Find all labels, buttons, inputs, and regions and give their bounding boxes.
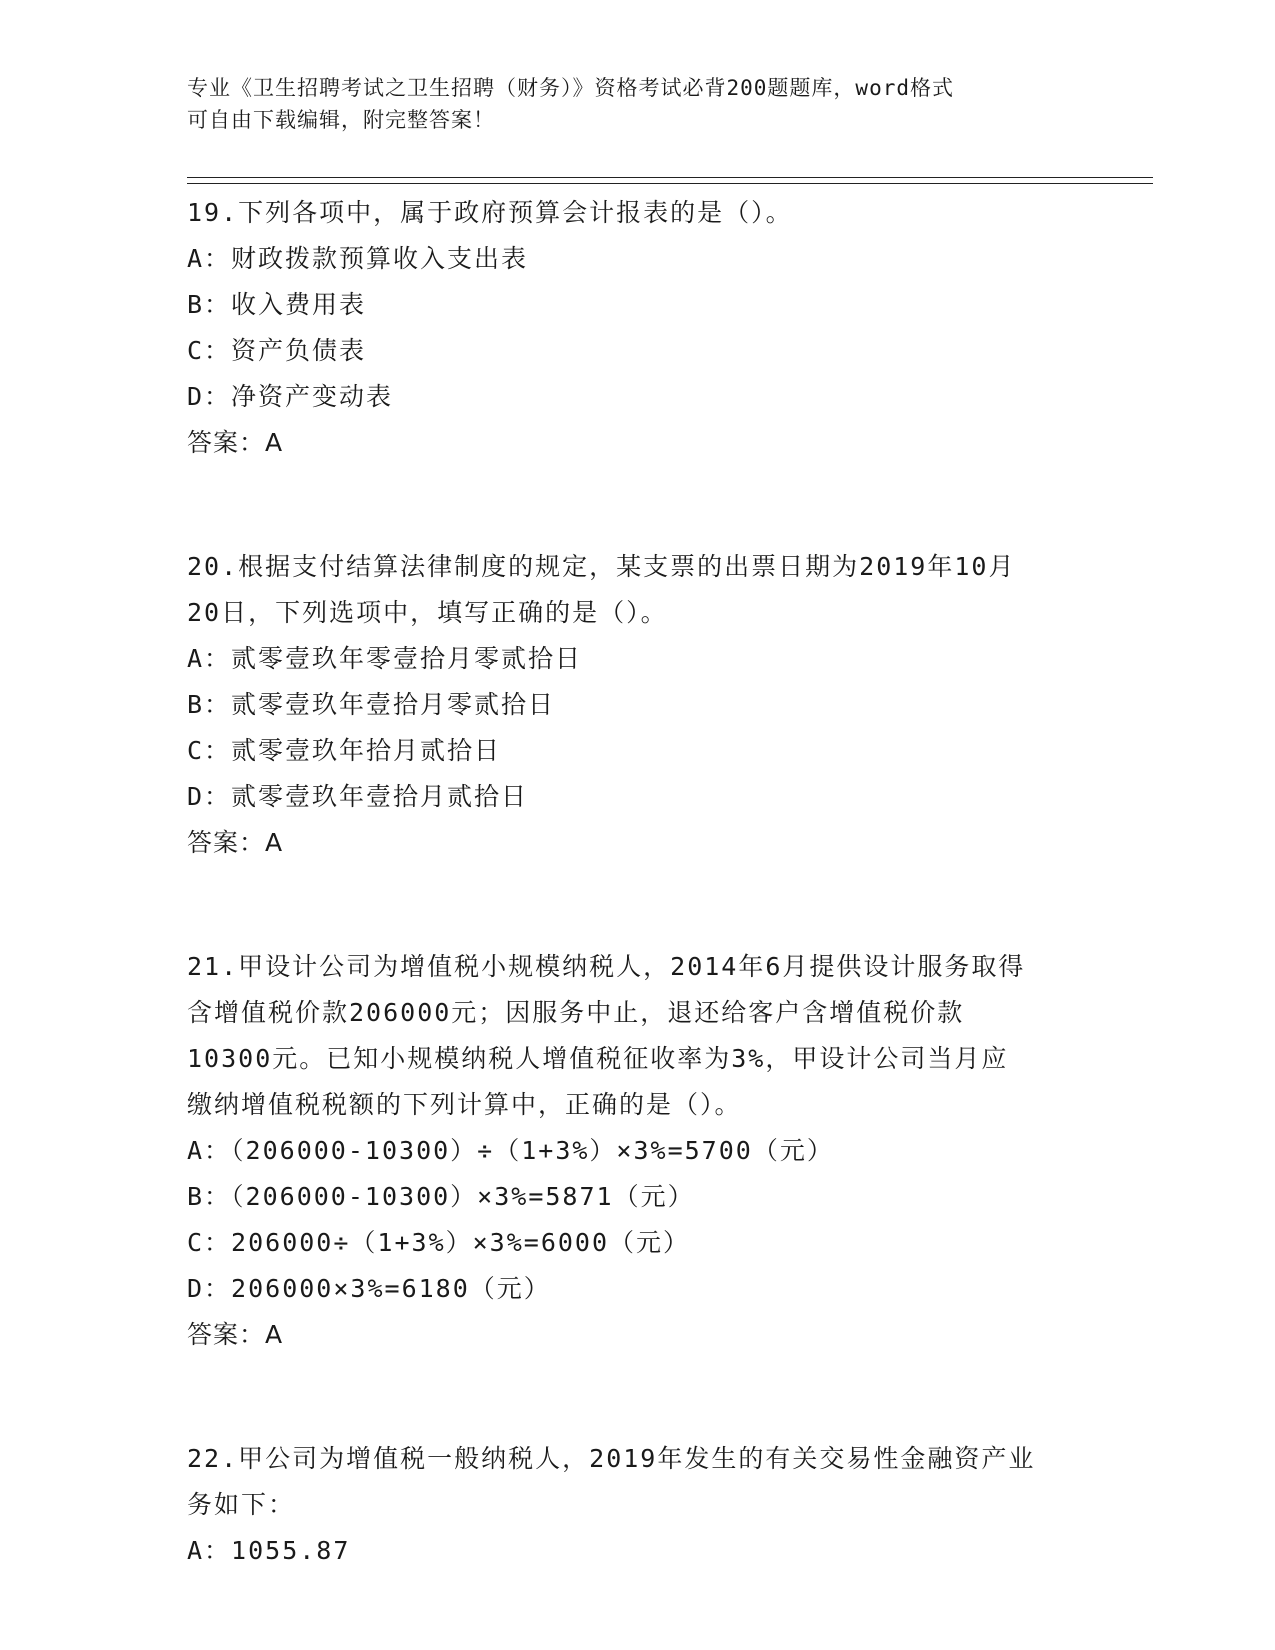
question-text: 21.甲设计公司为增值税小规模纳税人，2014年6月提供设计服务取得 (187, 952, 1026, 981)
header-divider-top (187, 177, 1153, 178)
question-list (187, 190, 1087, 1574)
option-a: A：（206000-10300）÷（1+3%）×3%=5700（元） (187, 1136, 834, 1165)
question-19 (187, 190, 1087, 466)
option-d: D：贰零壹玖年壹拾月贰拾日 (187, 782, 529, 811)
header-title-line-2: 可自由下载编辑，附完整答案！ (187, 108, 495, 132)
question-text: 20.根据支付结算法律制度的规定，某支票的出票日期为2019年10月 (187, 552, 1016, 581)
question-20 (187, 544, 1087, 866)
question-text: 缴纳增值税税额的下列计算中，正确的是（）。 (187, 1090, 742, 1119)
document-header (187, 72, 1087, 136)
question-text: 19.下列各项中，属于政府预算会计报表的是（）。 (187, 198, 793, 227)
header-divider-bottom (187, 183, 1153, 184)
option-a: A：贰零壹玖年零壹拾月零贰拾日 (187, 644, 583, 673)
option-d: D：净资产变动表 (187, 382, 394, 411)
option-b: B：（206000-10300）×3%=5871（元） (187, 1182, 695, 1211)
answer-label: 答案：A (187, 828, 284, 857)
option-a: A：1055.87 (187, 1536, 351, 1565)
question-21 (187, 944, 1087, 1358)
option-b: B：收入费用表 (187, 290, 367, 319)
option-c: C：贰零壹玖年拾月贰拾日 (187, 736, 502, 765)
option-c: C：206000÷（1+3%）×3%=6000（元） (187, 1228, 691, 1257)
question-text: 务如下： (187, 1490, 296, 1519)
header-title-line-1: 专业《卫生招聘考试之卫生招聘（财务）》资格考试必背200题题库，word格式 (187, 76, 954, 100)
option-a: A：财政拨款预算收入支出表 (187, 244, 529, 273)
question-spacer (187, 866, 1087, 944)
question-text: 22.甲公司为增值税一般纳税人，2019年发生的有关交易性金融资产业 (187, 1444, 1036, 1473)
option-b: B：贰零壹玖年壹拾月零贰拾日 (187, 690, 556, 719)
answer-label: 答案：A (187, 1320, 284, 1349)
question-text: 20日，下列选项中，填写正确的是（）。 (187, 598, 668, 627)
question-spacer (187, 466, 1087, 544)
question-22 (187, 1436, 1087, 1574)
answer-label: 答案：A (187, 428, 284, 457)
option-d: D：206000×3%=6180（元） (187, 1274, 551, 1303)
question-spacer (187, 1358, 1087, 1436)
question-text: 10300元。已知小规模纳税人增值税征收率为3%，甲设计公司当月应 (187, 1044, 1009, 1073)
question-text: 含增值税价款206000元；因服务中止，退还给客户含增值税价款 (187, 998, 965, 1027)
option-c: C：资产负债表 (187, 336, 367, 365)
